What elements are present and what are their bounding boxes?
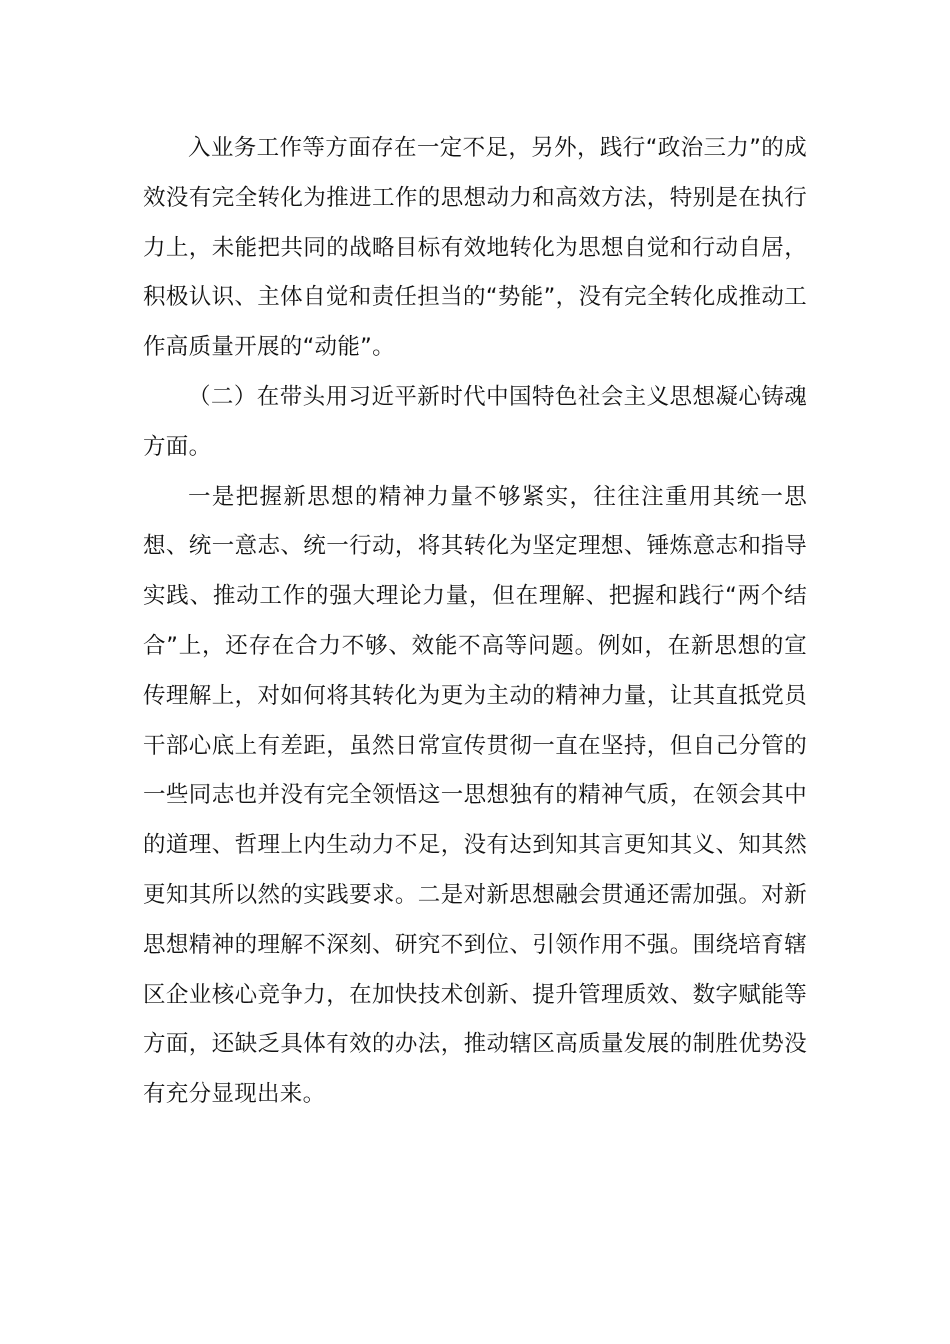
document-body [143,124,807,1120]
paragraph-body: 一是把握新思想的精神力量不够紧实，往往注重用其统一思想、统一意志、统一行动，将其转化为坚定理想、锤炼意志和指导实践、推动工作的强大理论力量，但在理解、把握和践行“两个结合”上，还存在合力不够、效能不高等问题。例如，在新思想的宣传理解上，对如何将其转化为更为主动的精神力量，让其直抵党员干部心底上有差距，虽然日常宣传贯彻一直在坚持，但自己分管的一些同志也并没有完全领悟这一思想独有的精神气质，在领会其中的道理、哲理上内生动力不足，没有达到知其言更知其义、知其然更知其所以然的实践要求。二是对新思想融会贯通还需加强。对新思想精神的理解不深刻、研究不到位、引领作用不强。围绕培育辖区企业核心竞争力，在加快技术创新、提升管理质效、数字赋能等方面，还缺乏具体有效的办法，推动辖区高质量发展的制胜优势没有充分显现出来。 [143,483,807,1108]
section-heading: （二）在带头用习近平新时代中国特色社会主义思想凝心铸魂方面。 [143,383,807,460]
paragraph-continuation: 入业务工作等方面存在一定不足，另外，践行“政治三力”的成效没有完全转化为推进工作的思想动力和高效方法，特别是在执行力上，未能把共同的战略目标有效地转化为思想自觉和行动自居，积极认识、主体自觉和责任担当的“势能”，没有完全转化成推动工作高质量开展的“动能”。 [143,135,807,361]
